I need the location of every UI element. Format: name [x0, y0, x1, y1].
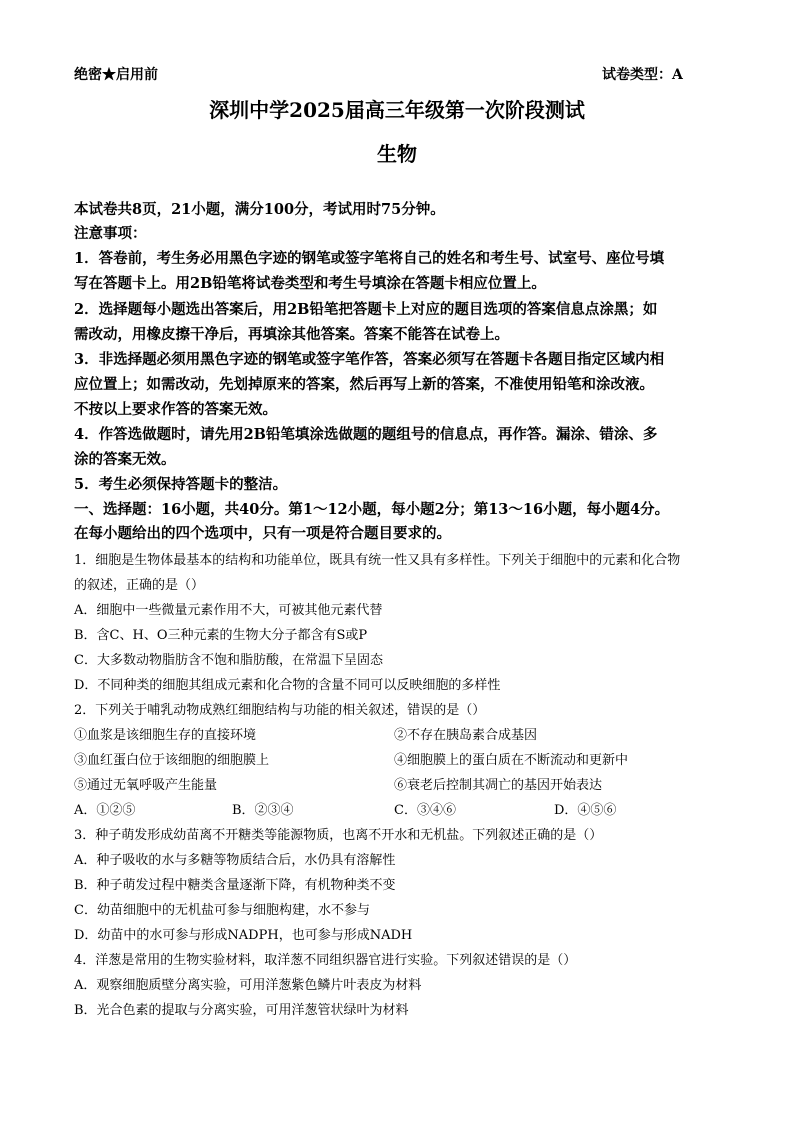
section-heading: 一、选择题：16小题，共40分。第1～12小题，每小题2分；第13～16小题，每小题4分。	[74, 501, 670, 518]
note-line: 5．考生必须保持答题卡的整洁。	[74, 476, 288, 493]
question-2-option-c: C．③④⑥	[394, 803, 456, 818]
notes-heading: 注意事项：	[74, 225, 147, 242]
exam-title: 深圳中学2025届高三年级第一次阶段测试	[209, 98, 585, 122]
question-2-option-d: D．④⑤⑥	[554, 803, 617, 818]
question-2-option-a: A．①②⑤	[74, 803, 136, 818]
question-1-stem-cont: 的叙述，正确的是（）	[74, 578, 205, 593]
note-line: 涂的答案无效。	[74, 451, 176, 468]
note-line: 3．非选择题必须用黑色字迹的钢笔或签字笔作答，答案必须写在答题卡各题目指定区域内相	[74, 351, 665, 368]
note-line: 2．选择题每小题选出答案后，用2B铅笔把答题卡上对应的题目选项的答案信息点涂黑；如	[74, 301, 658, 318]
note-line: 需改动，用橡皮擦干净后，再填涂其他答案。答案不能答在试卷上。	[74, 326, 509, 343]
note-line: 1．答卷前，考生务必用黑色字迹的钢笔或签字笔将自己的姓名和考生号、试室号、座位号填	[74, 250, 665, 267]
question-2-item-2: ②不存在胰岛素合成基因	[394, 728, 538, 743]
question-1-option-b: B．含C、H、O三种元素的生物大分子都含有S或P	[74, 628, 368, 643]
question-1-option-d: D．不同种类的细胞其组成元素和化合物的含量不同可以反映细胞的多样性	[74, 678, 501, 693]
question-2-stem: 2．下列关于哺乳动物成熟红细胞结构与功能的相关叙述，错误的是（）	[74, 703, 486, 718]
note-line: 不按以上要求作答的答案无效。	[74, 401, 277, 418]
question-2-item-4: ④细胞膜上的蛋白质在不断流动和更新中	[394, 753, 629, 768]
note-line: 写在答题卡上。用2B铅笔将试卷类型和考生号填涂在答题卡相应位置上。	[74, 275, 546, 292]
question-2-option-b: B．②③④	[232, 803, 294, 818]
question-1-option-c: C．大多数动物脂肪含不饱和脂肪酸，在常温下呈固态	[74, 653, 383, 668]
question-3-option-c: C．幼苗细胞中的无机盐可参与细胞构建，水不参与	[74, 903, 370, 918]
question-4-option-a: A．观察细胞质壁分离实验，可用洋葱紫色鳞片叶表皮为材料	[74, 978, 422, 993]
subject-title: 生物	[377, 142, 417, 166]
question-3-option-a: A．种子吸收的水与多糖等物质结合后，水仍具有溶解性	[74, 853, 396, 868]
question-2-item-1: ①血浆是该细胞生存的直接环境	[74, 728, 257, 743]
question-1-option-a: A．细胞中一些微量元素作用不大，可被其他元素代替	[74, 603, 383, 618]
question-2-item-3: ③血红蛋白位于该细胞的细胞膜上	[74, 753, 270, 768]
question-4-stem: 4．洋葱是常用的生物实验材料，取洋葱不同组织器官进行实验。下列叙述错误的是（）	[74, 953, 577, 968]
question-3-option-d: D．幼苗中的水可参与形成NADPH，也可参与形成NADH	[74, 928, 413, 943]
paper-summary: 本试卷共8页，21小题，满分100分，考试用时75分钟。	[74, 201, 445, 218]
question-4-option-b: B．光合色素的提取与分离实验，可用洋葱管状绿叶为材料	[74, 1003, 409, 1018]
question-1-stem: 1．细胞是生物体最基本的结构和功能单位，既具有统一性又具有多样性。下列关于细胞中的元素和化合物	[74, 553, 681, 568]
question-3-option-b: B．种子萌发过程中糖类含量逐渐下降，有机物种类不变	[74, 878, 396, 893]
paper-type-label: 试卷类型：A	[602, 67, 683, 83]
question-2-item-6: ⑥衰老后控制其凋亡的基因开始表达	[394, 778, 603, 793]
confidential-label: 绝密★启用前	[74, 67, 158, 83]
note-line: 4．作答选做题时，请先用2B铅笔填涂选做题的题组号的信息点，再作答。漏涂、错涂、多	[74, 426, 658, 443]
question-3-stem: 3．种子萌发形成幼苗离不开糖类等能源物质，也离不开水和无机盐。下列叙述正确的是（）	[74, 828, 603, 843]
section-instruction: 在每小题给出的四个选项中，只有一项是符合题目要求的。	[74, 525, 451, 542]
question-2-item-5: ⑤通过无氧呼吸产生能量	[74, 778, 218, 793]
note-line: 应位置上；如需改动，先划掉原来的答案，然后再写上新的答案，不准使用铅笔和涂改液。	[74, 376, 654, 393]
